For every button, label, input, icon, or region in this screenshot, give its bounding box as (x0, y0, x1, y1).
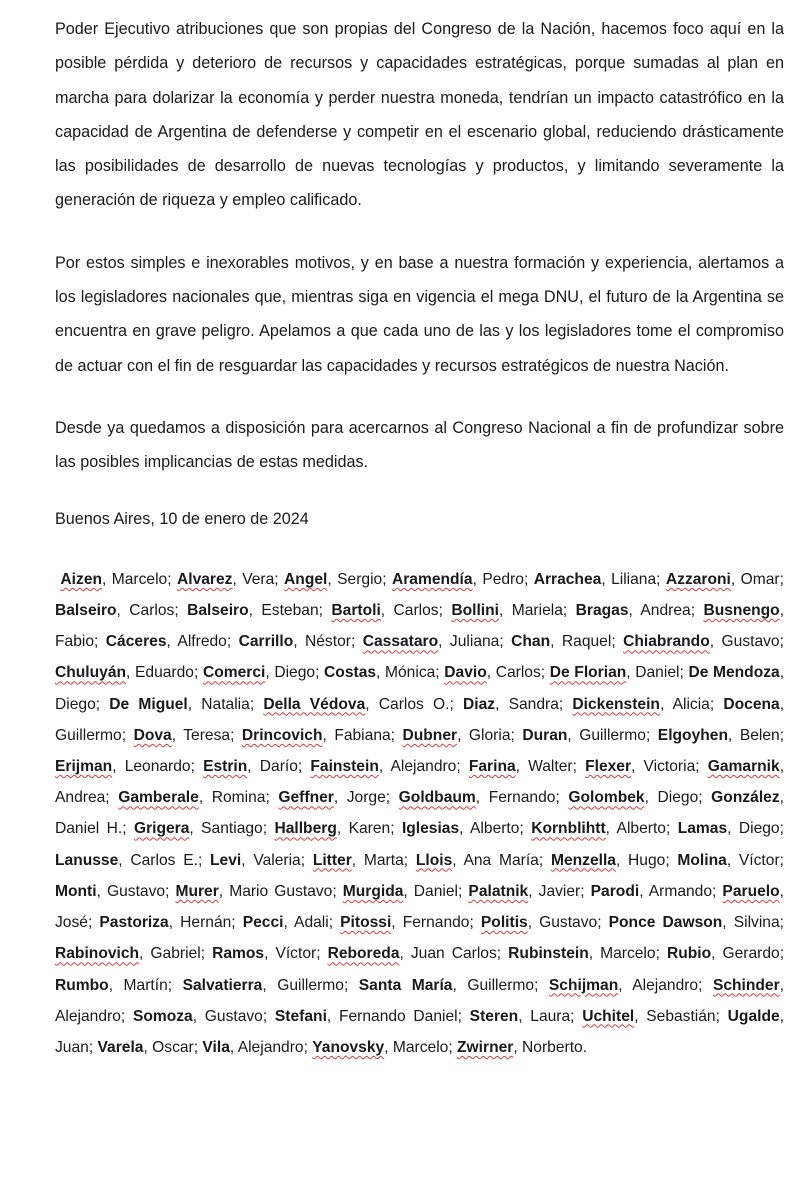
signatory-given-name: Alberto (470, 820, 520, 838)
signatory-given-name: Gustavo (721, 633, 780, 651)
signatory-given-name: Carlos (129, 602, 175, 620)
signatory-given-name: Armando (648, 882, 713, 900)
signatory-given-name: Martín (123, 976, 168, 994)
signatory-given-name: Valeria (253, 851, 301, 869)
body-paragraph: Por estos simples e inexorables motivos, y en base a nuestra formación y experiencia, alertamos a los legisladores nacionales que, mientras siga en vigencia el mega DNU, el futuro de la Argentina se encuentra en grave peligro. Apelamos a que cada uno de las y los legisladores tome el compromiso de actuar con el fin de resguardar las capacidades y recursos estratégicos de nuestra Nación. (55, 253, 784, 375)
signatory-surname: Chuluyán (55, 664, 127, 682)
signatory-given-name: Mariela (511, 602, 563, 620)
signatory-given-name: Sandra (508, 695, 559, 713)
signatory-surname: Alvarez (176, 570, 233, 588)
signatory-given-name: Sebastián (646, 1007, 716, 1025)
signatory-surname: Farina (468, 758, 516, 776)
signatory-given-name: Ana María (463, 851, 539, 869)
signatory-given-name: Adali (294, 914, 329, 932)
signatory-given-name: Marcelo (392, 1038, 449, 1056)
signatory-given-name: Alejandro (237, 1038, 304, 1056)
signatory-surname: Murer (175, 882, 219, 900)
signatory-surname: Zwirner (457, 1038, 514, 1056)
signatory-given-name: Guillermo (55, 726, 122, 744)
signatory-surname: De Mendoza (688, 664, 780, 682)
signatory-given-name: Hugo (628, 851, 666, 869)
signatory-given-name: Fernando (488, 789, 556, 807)
signatory-surname: Rabinovich (55, 945, 140, 963)
signatory-given-name: Juan Carlos (410, 945, 497, 963)
signatory-surname: Geffner (278, 789, 334, 807)
signatory-given-name: Javier (538, 882, 581, 900)
signatory-surname: Lanusse (55, 851, 119, 869)
signatory-surname: Santa María (358, 976, 453, 994)
signatory-surname: Ramos (212, 945, 265, 963)
signatory-surname: Pastoriza (99, 914, 169, 932)
signatory-surname: Rubinstein (508, 945, 589, 963)
signatory-given-name: Juliana (449, 633, 500, 651)
signatory-surname: Llois (415, 851, 453, 869)
signatory-surname: Gamberale (118, 789, 199, 807)
signatory-surname: Pitossi (340, 914, 392, 932)
signatory-surname: Rumbo (55, 976, 109, 994)
signatory-surname: Flexer (585, 758, 632, 776)
signatory-given-name: Juan (55, 1038, 89, 1056)
signatory-given-name: Mario Gustavo (229, 882, 333, 900)
signatory-given-name: Alejandro (55, 1007, 121, 1025)
signatory-given-name: Carlos (495, 664, 541, 682)
signatory-surname: Salvatierra (182, 976, 263, 994)
signatories-list: Aizen, Marcelo; Alvarez, Vera; Angel, Sergio; Aramendía, Pedro; Arrachea, Liliana; Azzaroni, Omar; Balseiro, Carlos; Balseiro, Esteban; Bartoli, Carlos; Bollini, Mariela; Bragas, Andrea; Busnengo, Fabio; Cáceres, Alfredo; Carrillo, Néstor; Cassataro, Juliana; Chan, Raquel; Chiabrando, Gustavo; Chuluyán, Eduardo; Comerci, Diego; Costas, Mónica; Davio, Carlos; De Florian, Daniel; De Mendoza, Diego; De Miguel, Natalia; Della Védova, Carlos O.; Diaz, Sandra; Dickenstein, Alicia; Docena, Guillermo; Dova, Teresa; Drincovich, Fabiana; Dubner, Gloria; Duran, Guillermo; Elgoyhen, Belen; Erijman, Leonardo; Estrin, Darío; Fainstein, Alejandro; Farina, Walter; Flexer, Victoria; Gamarnik, Andrea; Gamberale, Romina; Geffner, Jorge; Goldbaum, Fernando; Golombek, Diego; González, Daniel H.; Grigera, Santiago; Hallberg, Karen; Iglesias, Alberto; Kornblihtt, Alberto; Lamas, Diego; Lanusse, Carlos E.; Levi, Valeria; Litter, Marta; Llois, Ana María; Menzella, Hugo; Molina, Víctor; Monti, Gustavo; Murer, Mario Gustavo; Murgida, Daniel; Palatnik, Javier; Parodi, Armando; Paruelo, José; Pastoriza, Hernán; Pecci, Adali; Pitossi, Fernando; Politis, Gustavo; Ponce Dawson, Silvina; Rabinovich, Gabriel; Ramos, Víctor; Reboreda, Juan Carlos; Rubinstein, Marcelo; Rubio, Gerardo; Rumbo, Martín; Salvatierra, Guillermo; Santa María, Guillermo; Schijman, Alejandro; Schinder, Alejandro; Somoza, Gustavo; Stefani, Fernando Daniel; Steren, Laura; Uchitel, Sebastián; Ugalde, Juan; Varela, Oscar; Vila, Alejandro; Yanovsky, Marcelo; Zwirner, Norberto. (55, 570, 785, 1056)
signatory-surname: Bollini (451, 602, 499, 620)
signatory-surname: Reboreda (327, 945, 400, 963)
signatory-surname: Menzella (550, 851, 616, 869)
signatory-given-name: Carlos O. (378, 695, 450, 713)
signatory-surname: Somoza (132, 1007, 193, 1025)
signatory-given-name: Diego (55, 695, 96, 713)
signatory-surname: Cassataro (362, 633, 439, 651)
signatory-surname: Gamarnik (707, 758, 780, 776)
signatory-given-name: Víctor (275, 945, 317, 963)
signatory-given-name: Gerardo (722, 945, 780, 963)
signatory-surname: Varela (97, 1038, 144, 1056)
signatory-surname: Rubio (666, 945, 712, 963)
signatory-given-name: Mónica (385, 664, 436, 682)
signatory-given-name: Guillermo (467, 976, 535, 994)
signatory-surname: Diaz (462, 695, 496, 713)
signatory-given-name: José (55, 914, 88, 932)
signatory-surname: Hallberg (274, 820, 337, 838)
date-line: Buenos Aires, 10 de enero de 2024 (55, 509, 309, 528)
signatory-surname: Costas (324, 664, 377, 682)
signatory-surname: Drincovich (241, 726, 323, 744)
signatory-surname: Golombek (568, 789, 645, 807)
signatory-given-name: Hernán (180, 914, 232, 932)
signatory-surname: De Florian (549, 664, 627, 682)
body-paragraph: Poder Ejecutivo atribuciones que son propias del Congreso de la Nación, hacemos foco aquí en la posible pérdida y deterioro de recursos y capacidades estratégicas, porque sumadas al plan en marcha para dolarizar la economía y perder nuestra moneda, tendrían un impacto catastrófico en la capacidad de Argentina de defenderse y competir en el escenario global, reduciendo drásticamente las posibilidades de desarrollo de nuevas tecnologías y productos, y limitando severamente la generación de riqueza y empleo calificado. (55, 20, 784, 210)
signatory-given-name: Daniel (635, 664, 680, 682)
signatory-given-name: Carlos (393, 602, 439, 620)
signatory-given-name: Néstor (305, 633, 351, 651)
signatory-given-name: Natalia (201, 695, 250, 713)
signatory-given-name: Andrea (640, 602, 691, 620)
signatory-given-name: Alejandro (390, 758, 457, 776)
signatory-given-name: Oscar (152, 1038, 194, 1056)
signatory-given-name: Guillermo (277, 976, 344, 994)
signatory-given-name: Esteban (261, 602, 319, 620)
signatory-given-name: Alberto (616, 820, 666, 838)
signatory-surname: Arrachea (533, 570, 602, 588)
signatory-surname: Goldbaum (398, 789, 476, 807)
signatory-given-name: Diego (657, 789, 699, 807)
signatory-given-name: Vera (242, 570, 275, 588)
signatory-given-name: Víctor (738, 851, 780, 869)
signatory-surname: Della Védova (263, 695, 366, 713)
signatory-given-name: Fernando (402, 914, 470, 932)
signatory-surname: Duran (522, 726, 568, 744)
signatory-given-name: Walter (528, 758, 573, 776)
signatory-surname: Dova (133, 726, 172, 744)
signatory-surname: Vila (202, 1038, 230, 1056)
signatory-surname: Docena (723, 695, 780, 713)
signatory-given-name: Daniel H. (55, 820, 123, 838)
signatory-surname: Politis (480, 914, 528, 932)
signatory-surname: Aizen (60, 570, 103, 588)
signatory-given-name: Santiago (201, 820, 263, 838)
document-page (55, 12, 784, 1063)
signatory-surname: Cáceres (105, 633, 167, 651)
signatory-given-name: Diego (274, 664, 316, 682)
signatory-given-name: Romina (211, 789, 266, 807)
signatory-surname: Angel (284, 570, 328, 588)
signatory-given-name: Norberto (522, 1038, 583, 1056)
signatory-given-name: Alejandro (632, 976, 699, 994)
signatory-surname: Litter (312, 851, 352, 869)
signatory-given-name: Gustavo (539, 914, 598, 932)
signatory-given-name: Fernando Daniel (338, 1007, 458, 1025)
signatory-surname: Yanovsky (312, 1038, 385, 1056)
signatory-surname: Chan (511, 633, 551, 651)
signatory-surname: Ponce Dawson (608, 914, 723, 932)
signatory-given-name: Laura (530, 1007, 571, 1025)
signatory-given-name: Pedro (482, 570, 524, 588)
signatory-given-name: Karen (348, 820, 391, 838)
signatory-surname: Iglesias (401, 820, 460, 838)
signatory-surname: Pecci (242, 914, 284, 932)
signatory-surname: Parodi (590, 882, 640, 900)
signatory-surname: Grigera (133, 820, 190, 838)
signatory-surname: Carrillo (238, 633, 294, 651)
signatory-surname: Levi (210, 851, 242, 869)
signatory-given-name: Leonardo (124, 758, 191, 776)
signatory-surname: Davio (444, 664, 487, 682)
signatory-given-name: Sergio (337, 570, 383, 588)
signatory-given-name: Marta (363, 851, 404, 869)
signatory-surname: Erijman (55, 758, 113, 776)
signatory-surname: Fainstein (310, 758, 379, 776)
signatory-surname: Murgida (342, 882, 404, 900)
signatory-given-name: Daniel (413, 882, 459, 900)
signatory-given-name: Guillermo (579, 726, 646, 744)
signatory-surname: González (711, 789, 780, 807)
signatory-given-name: Silvina (733, 914, 780, 932)
signatory-given-name: Belen (739, 726, 780, 744)
signatory-surname: Molina (677, 851, 727, 869)
signatory-given-name: Gloria (468, 726, 511, 744)
signatory-given-name: Teresa (183, 726, 231, 744)
signatory-given-name: Jorge (346, 789, 386, 807)
signatory-surname: Schinder (712, 976, 780, 994)
body-paragraph: Desde ya quedamos a disposición para acercarnos al Congreso Nacional a fin de profundizar sobre las posibles implicancias de estas medidas. (55, 418, 784, 472)
signatory-surname: Comerci (202, 664, 266, 682)
signatory-surname: Uchitel (582, 1007, 635, 1025)
signatory-given-name: Raquel (561, 633, 612, 651)
signatory-surname: Balseiro (187, 602, 249, 620)
signatory-surname: Paruelo (722, 882, 780, 900)
signatory-surname: Stefani (274, 1007, 327, 1025)
signatory-surname: Estrin (203, 758, 248, 776)
signatory-surname: Elgoyhen (657, 726, 728, 744)
signatory-surname: Schijman (548, 976, 619, 994)
signatory-surname: De Miguel (109, 695, 188, 713)
signatory-given-name: Alfredo (177, 633, 227, 651)
signatory-given-name: Gustavo (106, 882, 166, 900)
signatory-given-name: Victoria (643, 758, 696, 776)
signatory-surname: Busnengo (703, 602, 780, 620)
signatory-surname: Balseiro (55, 602, 117, 620)
signatory-surname: Chiabrando (623, 633, 710, 651)
signatory-surname: Palatnik (468, 882, 529, 900)
signatory-surname: Bragas (575, 602, 629, 620)
signatory-given-name: Marcelo (111, 570, 168, 588)
signatory-surname: Kornblihtt (531, 820, 606, 838)
signatory-surname: Monti (55, 882, 97, 900)
signatory-surname: Azzaroni (665, 570, 731, 588)
signatory-given-name: Omar (740, 570, 780, 588)
signatory-given-name: Gabriel (150, 945, 201, 963)
signatory-given-name: Gustavo (204, 1007, 263, 1025)
signatory-given-name: Darío (259, 758, 298, 776)
signatory-surname: Ugalde (727, 1007, 780, 1025)
signatory-given-name: Marcelo (600, 945, 656, 963)
signatory-given-name: Fabio (55, 633, 95, 651)
signatory-given-name: Alicia (672, 695, 710, 713)
signatory-given-name: Diego (738, 820, 780, 838)
signatory-surname: Aramendía (391, 570, 473, 588)
signatory-given-name: Eduardo (135, 664, 194, 682)
signatory-given-name: Carlos E. (130, 851, 198, 869)
signatory-surname: Steren (469, 1007, 519, 1025)
signatory-given-name: Fabiana (334, 726, 391, 744)
signatory-surname: Lamas (677, 820, 728, 838)
signatory-given-name: Liliana (611, 570, 657, 588)
signatory-surname: Dickenstein (572, 695, 660, 713)
signatory-given-name: Andrea (55, 789, 106, 807)
signatory-surname: Dubner (402, 726, 458, 744)
signatory-surname: Bartoli (331, 602, 381, 620)
